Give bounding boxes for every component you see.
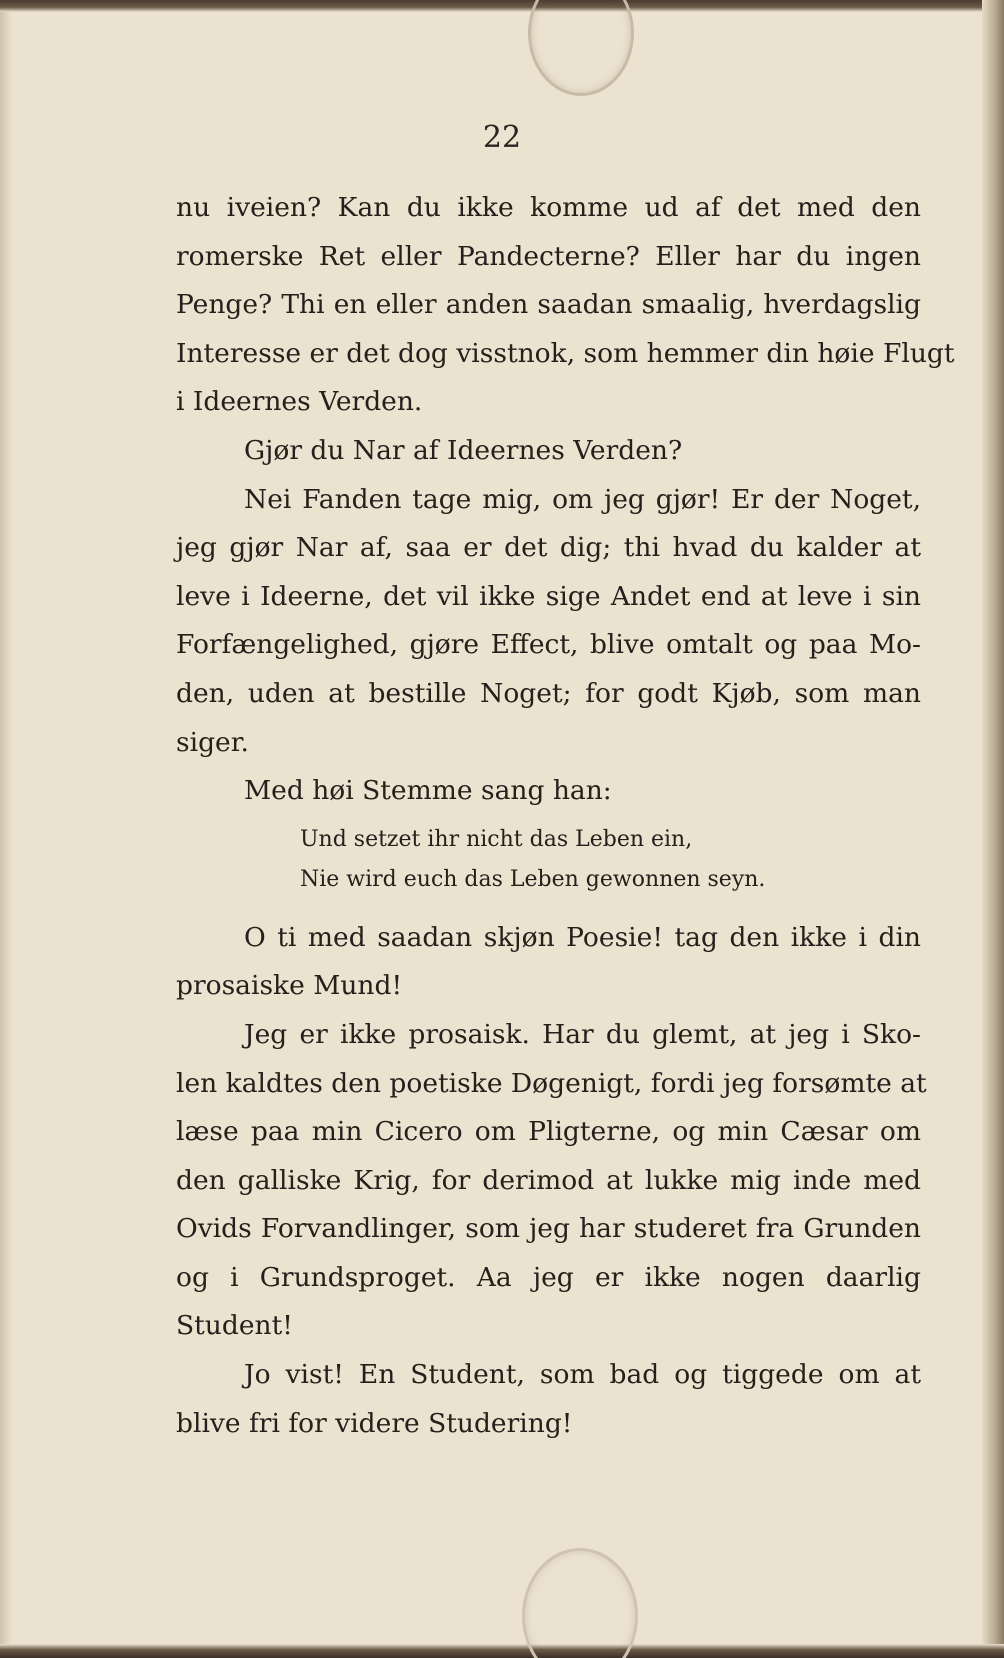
verse-line: Und setzet ihr nicht das Leben ein, xyxy=(300,826,693,852)
text-line: læse paa min Cicero om Pligterne, og min Cæsar om xyxy=(176,1116,921,1148)
page-top-edge xyxy=(0,0,1004,12)
page-left-edge xyxy=(0,0,12,1658)
text-line: romerske Ret eller Pandecterne? Eller har du ingen xyxy=(176,240,921,272)
page-number: 22 xyxy=(482,120,522,155)
text-line: Nei Fanden tage mig, om jeg gjør! Er der Noget, xyxy=(244,483,921,515)
text-line: og i Grundsproget. Aa jeg er ikke nogen daarlig xyxy=(176,1261,921,1293)
text-line: Jo vist! En Student, som bad og tiggede om at xyxy=(244,1359,921,1391)
text-line: len kaldtes den poetiske Døgenigt, fordi jeg forsømte at xyxy=(176,1067,927,1099)
binding-ring-top xyxy=(528,0,634,96)
verse-line: Nie wird euch das Leben gewonnen seyn. xyxy=(300,866,766,892)
text-line: Student! xyxy=(176,1310,293,1342)
page-bottom-edge xyxy=(0,1644,1004,1658)
text-line: i Ideernes Verden. xyxy=(176,386,423,418)
text-line: Gjør du Nar af Ideernes Verden? xyxy=(244,434,683,466)
text-line: O ti med saadan skjøn Poesie! tag den ikke i din xyxy=(244,921,921,953)
text-line: Med høi Stemme sang han: xyxy=(244,775,612,807)
text-line: leve i Ideerne, det vil ikke sige Andet end at leve i sin xyxy=(176,580,921,612)
text-line: Forfængelighed, gjøre Effect, blive omtalt og paa Mo- xyxy=(176,629,921,661)
page-right-edge xyxy=(982,0,1004,1658)
text-line: Interesse er det dog visstnok, som hemmer din høie Flugt xyxy=(176,337,955,369)
text-line: Jeg er ikke prosaisk. Har du glemt, at jeg i Sko- xyxy=(244,1018,921,1050)
text-line: Ovids Forvandlinger, som jeg har studeret fra Grunden xyxy=(176,1213,921,1245)
text-line: Penge? Thi en eller anden saadan smaalig, hverdagslig xyxy=(176,289,921,321)
text-line: den galliske Krig, for derimod at lukke mig inde med xyxy=(176,1164,921,1196)
binding-ring-bottom xyxy=(522,1548,638,1658)
verse-quote xyxy=(176,820,921,900)
text-line: den, uden at bestille Noget; for godt Kjøb, som man xyxy=(176,677,921,709)
text-line: prosaiske Mund! xyxy=(176,970,403,1002)
text-line: blive fri for videre Studering! xyxy=(176,1407,573,1439)
body-text xyxy=(176,184,955,1448)
text-line: siger. xyxy=(176,726,249,758)
text-line: nu iveien? Kan du ikke komme ud af det med den xyxy=(176,192,921,223)
text-line: jeg gjør Nar af, saa er det dig; thi hvad du kalder at xyxy=(176,532,921,564)
